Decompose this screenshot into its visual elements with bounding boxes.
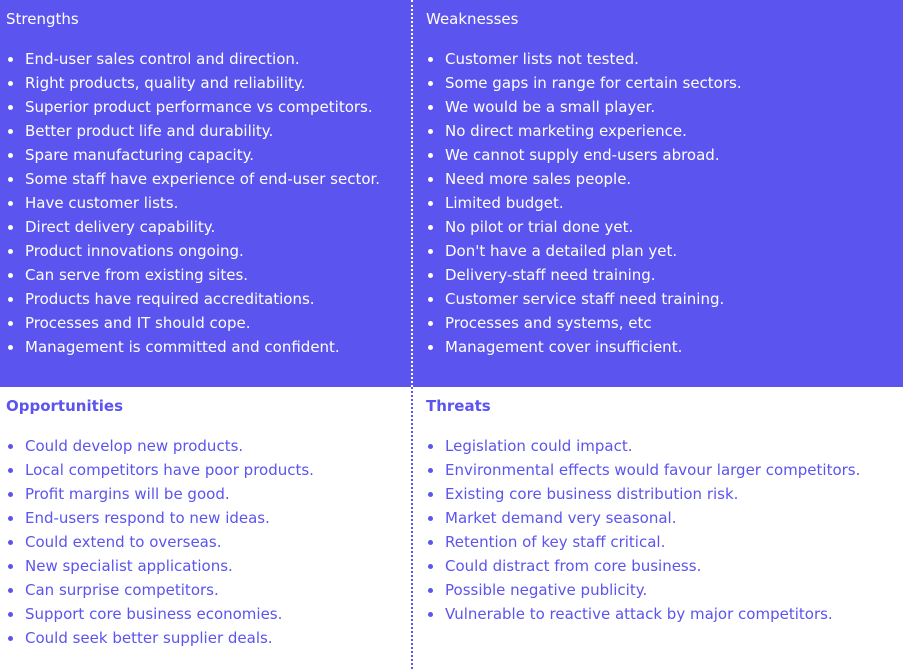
opportunity-item: Could develop new products. xyxy=(6,434,412,458)
weaknesses-quadrant xyxy=(412,0,903,387)
strength-item: Can serve from existing sites. xyxy=(6,263,412,287)
opportunity-item: Local competitors have poor products. xyxy=(6,458,412,482)
strength-item: Right products, quality and reliability. xyxy=(6,71,412,95)
weakness-item: Need more sales people. xyxy=(426,167,903,191)
strength-item: Management is committed and confident. xyxy=(6,335,412,359)
weakness-item: Delivery-staff need training. xyxy=(426,263,903,287)
vertical-divider-bottom xyxy=(411,387,413,669)
opportunities-quadrant xyxy=(0,387,412,669)
weakness-item: No pilot or trial done yet. xyxy=(426,215,903,239)
opportunity-item: Could extend to overseas. xyxy=(6,530,412,554)
opportunity-item: New specialist applications. xyxy=(6,554,412,578)
strengths-heading: Strengths xyxy=(6,10,79,28)
threat-item: Legislation could impact. xyxy=(426,434,903,458)
opportunities-list xyxy=(6,434,412,650)
opportunity-item: End-users respond to new ideas. xyxy=(6,506,412,530)
threats-heading: Threats xyxy=(426,397,491,415)
weakness-item: Customer lists not tested. xyxy=(426,47,903,71)
threat-item: Market demand very seasonal. xyxy=(426,506,903,530)
threats-quadrant xyxy=(412,387,903,669)
strength-item: Better product life and durability. xyxy=(6,119,412,143)
strength-item: End-user sales control and direction. xyxy=(6,47,412,71)
strength-item: Superior product performance vs competitors. xyxy=(6,95,412,119)
weaknesses-list xyxy=(426,47,903,359)
strength-item: Have customer lists. xyxy=(6,191,412,215)
strength-item: Direct delivery capability. xyxy=(6,215,412,239)
threat-item: Could distract from core business. xyxy=(426,554,903,578)
weakness-item: Processes and systems, etc xyxy=(426,311,903,335)
threat-item: Environmental effects would favour larger competitors. xyxy=(426,458,903,482)
strength-item: Products have required accreditations. xyxy=(6,287,412,311)
opportunities-heading: Opportunities xyxy=(6,397,124,415)
weakness-item: Management cover insufficient. xyxy=(426,335,903,359)
opportunity-item: Support core business economies. xyxy=(6,602,412,626)
weakness-item: Limited budget. xyxy=(426,191,903,215)
weaknesses-heading: Weaknesses xyxy=(426,10,519,28)
threat-item: Possible negative publicity. xyxy=(426,578,903,602)
strength-item: Spare manufacturing capacity. xyxy=(6,143,412,167)
strength-item: Processes and IT should cope. xyxy=(6,311,412,335)
weakness-item: We cannot supply end-users abroad. xyxy=(426,143,903,167)
strength-item: Some staff have experience of end-user sector. xyxy=(6,167,412,191)
weakness-item: We would be a small player. xyxy=(426,95,903,119)
threats-list xyxy=(426,434,903,626)
strength-item: Product innovations ongoing. xyxy=(6,239,412,263)
strengths-quadrant xyxy=(0,0,412,387)
weakness-item: Don't have a detailed plan yet. xyxy=(426,239,903,263)
weakness-item: Some gaps in range for certain sectors. xyxy=(426,71,903,95)
weakness-item: No direct marketing experience. xyxy=(426,119,903,143)
opportunity-item: Can surprise competitors. xyxy=(6,578,412,602)
vertical-divider-top xyxy=(411,0,413,387)
threat-item: Retention of key staff critical. xyxy=(426,530,903,554)
opportunity-item: Could seek better supplier deals. xyxy=(6,626,412,650)
weakness-item: Customer service staff need training. xyxy=(426,287,903,311)
strengths-list xyxy=(6,47,412,359)
threat-item: Existing core business distribution risk. xyxy=(426,482,903,506)
opportunity-item: Profit margins will be good. xyxy=(6,482,412,506)
threat-item: Vulnerable to reactive attack by major competitors. xyxy=(426,602,903,626)
